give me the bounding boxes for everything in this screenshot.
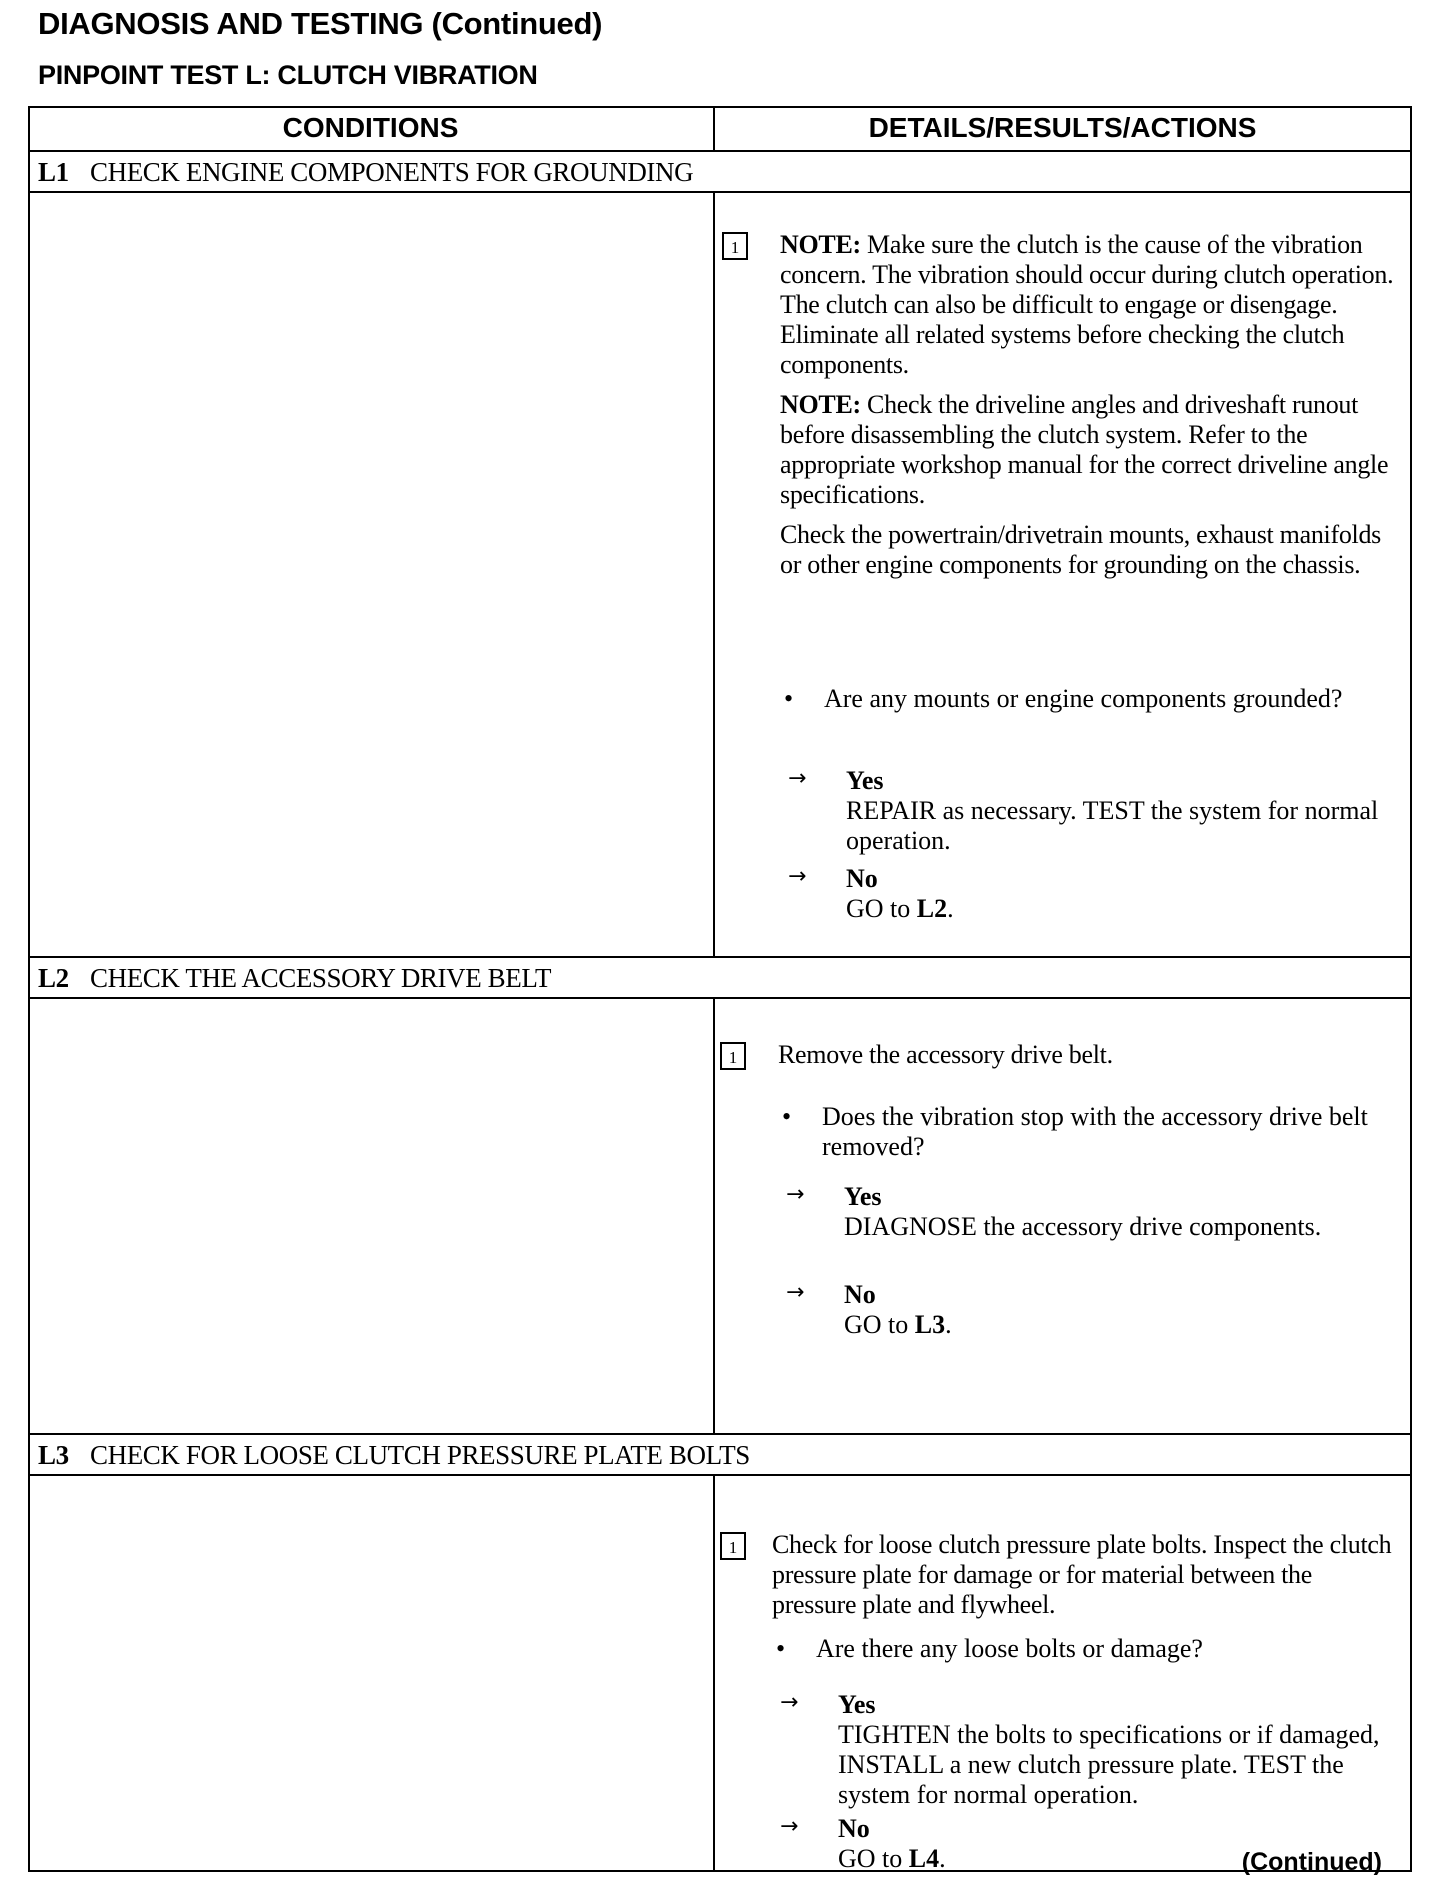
no-label: No <box>846 864 878 893</box>
no-action: GO to L4. <box>838 1844 946 1873</box>
step-title: CHECK ENGINE COMPONENTS FOR GROUNDING <box>90 157 694 187</box>
continued-footer: (Continued) <box>1241 1848 1382 1876</box>
step-title: CHECK THE ACCESSORY DRIVE BELT <box>90 963 552 993</box>
no-action: GO to L2. <box>846 894 954 923</box>
no-action: GO to L3. <box>844 1310 952 1339</box>
question <box>784 684 1384 714</box>
step-bar-l3 <box>28 1434 1412 1474</box>
goto-step: L2 <box>916 894 948 923</box>
step-details-l3 <box>772 1530 1402 1630</box>
result-no <box>786 1280 1404 1340</box>
arrow-icon: → <box>786 1182 805 1207</box>
question <box>782 1102 1382 1162</box>
column-header-conditions: CONDITIONS <box>282 112 459 143</box>
no-label: No <box>844 1280 876 1309</box>
note-label: NOTE: <box>780 390 861 419</box>
no-label: No <box>838 1814 870 1843</box>
step-rule <box>28 1474 1412 1476</box>
question-text: Does the vibration stop with the accessory drive belt removed? <box>822 1102 1368 1161</box>
question <box>776 1634 1376 1664</box>
yes-label: Yes <box>846 766 884 795</box>
goto-step: L4 <box>908 1844 940 1873</box>
arrow-icon: → <box>780 1814 799 1839</box>
step-details-l1 <box>780 230 1400 590</box>
pinpoint-test-table <box>28 106 1412 1872</box>
note-text: Check the driveline angles and driveshaft runout before disassembling the clutch system. Refer to the appropriate workshop manual for the correct driveline angle specifications. <box>780 390 1389 509</box>
result-yes <box>788 766 1406 856</box>
step-rule <box>28 191 1412 193</box>
note-text: Make sure the clutch is the cause of the vibration concern. The vibration should occur during clutch operation. The clutch can also be difficult to engage or disengage. Eliminate all related systems before checking the clutch components. <box>780 230 1394 379</box>
instruction-text: Check the powertrain/drivetrain mounts, exhaust manifolds or other engine components for grounding on the chassis. <box>780 520 1381 579</box>
column-header-details: DETAILS/RESULTS/ACTIONS <box>868 112 1257 143</box>
result-no <box>788 864 1406 924</box>
note-label: NOTE: <box>780 230 861 259</box>
arrow-icon: → <box>780 1690 799 1715</box>
step-id: L3 <box>38 1440 69 1470</box>
step-id: L1 <box>38 157 69 187</box>
column-divider <box>713 192 715 957</box>
question-text: Are any mounts or engine components grounded? <box>824 684 1343 713</box>
yes-action: TIGHTEN the bolts to specifications or if damaged, INSTALL a new clutch pressure plate. TEST the system for normal operation. <box>838 1720 1380 1809</box>
step-id: L2 <box>38 963 69 993</box>
bullet-icon: • <box>782 1102 792 1131</box>
question-text: Are there any loose bolts or damage? <box>816 1634 1203 1663</box>
note-paragraph <box>780 230 1400 380</box>
header-divider <box>713 106 715 150</box>
step-title: CHECK FOR LOOSE CLUTCH PRESSURE PLATE BOLTS <box>90 1440 750 1470</box>
bullet-icon: • <box>776 1634 786 1663</box>
arrow-icon: → <box>788 766 807 791</box>
step-rule <box>28 997 1412 999</box>
step-number-box: 1 <box>720 1532 746 1560</box>
column-divider <box>713 998 715 1434</box>
yes-label: Yes <box>844 1182 882 1211</box>
step-number-box: 1 <box>722 232 748 260</box>
test-title: PINPOINT TEST L: CLUTCH VIBRATION <box>38 60 538 90</box>
step-number-box: 1 <box>720 1042 746 1070</box>
step-bar-l2 <box>28 957 1412 997</box>
step-bar-l1 <box>28 151 1412 191</box>
note-paragraph <box>780 390 1400 510</box>
arrow-icon: → <box>788 864 807 889</box>
page-title: DIAGNOSIS AND TESTING (Continued) <box>38 6 603 41</box>
goto-step: L3 <box>914 1310 946 1339</box>
yes-label: Yes <box>838 1690 876 1719</box>
column-divider <box>713 1475 715 1871</box>
bullet-icon: • <box>784 684 794 713</box>
instruction-text: Remove the accessory drive belt. <box>778 1040 1113 1069</box>
instruction-text: Check for loose clutch pressure plate bolts. Inspect the clutch pressure plate for damage or for material between the pressure plate and flywheel. <box>772 1530 1392 1619</box>
result-yes <box>786 1182 1404 1242</box>
yes-action: REPAIR as necessary. TEST the system for normal operation. <box>846 796 1379 855</box>
yes-action: DIAGNOSE the accessory drive components. <box>844 1212 1322 1241</box>
arrow-icon: → <box>786 1280 805 1305</box>
result-yes <box>780 1690 1402 1810</box>
step-details-l2 <box>778 1040 1398 1080</box>
